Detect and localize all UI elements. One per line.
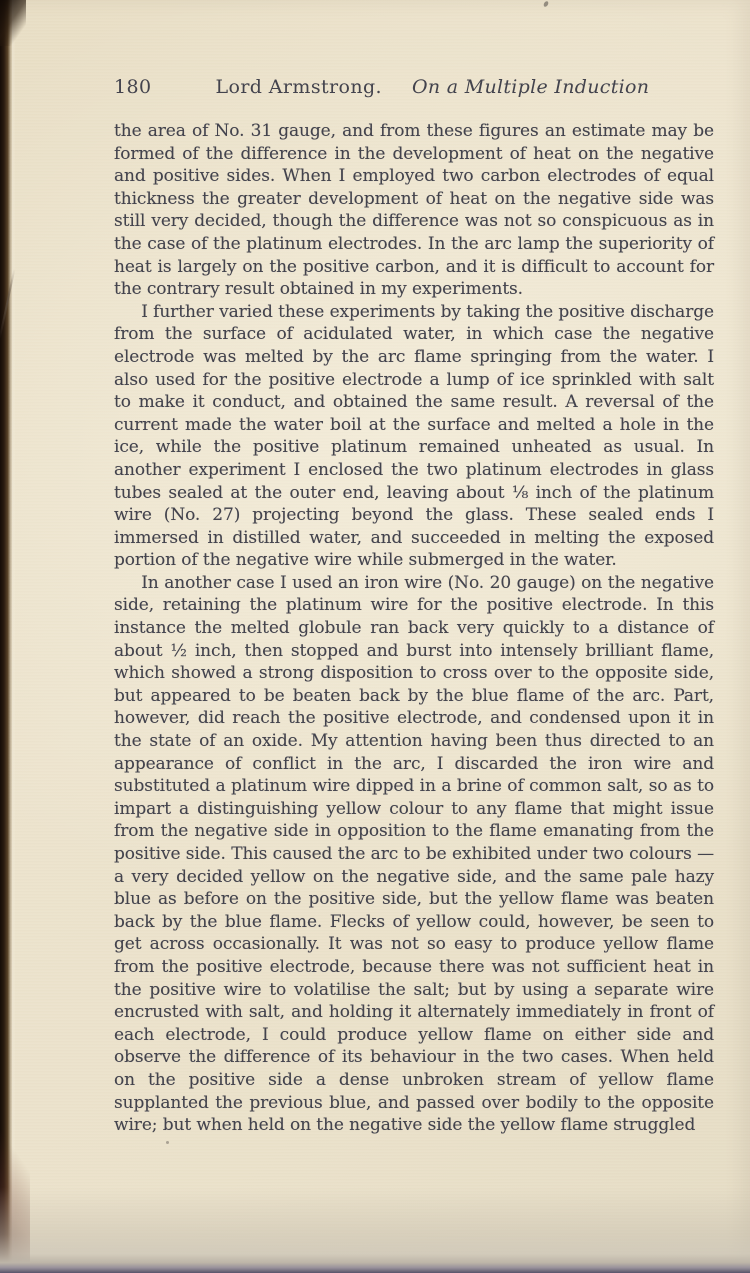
running-head-title: On a Multiple Induction: [411, 76, 650, 98]
ink-speck: [543, 0, 549, 7]
paragraph-experiments-water: I further varied these experiments by taking the positive discharge from the surface of acidulated water, in which case the negative electrode was melted by the arc flame springing from the water. I also used for the positive electrode a lump of ice sprinkled with salt to make it conduct, and obtained the same result. A reversal of the current made the water boil at the surface and melted a hole in the ice, while the positive platinum remained unheated as usual. In another experiment I enclosed the two platinum electrodes in glass tubes sealed at the outer end, leaving about ⅛ inch of the platinum wire (No. 27) projecting beyond the glass. These sealed ends I immersed in distilled water, and succeeded in melting the exposed portion of the negative wire while submerged in the water.: [114, 301, 714, 571]
scanner-bed-strip: [0, 1187, 750, 1273]
page-edge-highlight: [12, 0, 15, 1273]
running-head: [114, 76, 714, 98]
page-content: [114, 76, 714, 1137]
corner-shadow-top-left: [0, 0, 26, 46]
ink-speck-small: [166, 1141, 169, 1144]
paragraph-continuation: the area of No. 31 gauge, and from these figures an estimate may be formed of the difference in the development of heat on the negative and positive sides. When I employed two carbon electrodes of equal thickness the greater development of heat on the negative side was still very decided, though the difference was not so conspicuous as in the case of the platinum electrodes. In the arc lamp the superiority of heat is largely on the positive carbon, and it is difficult to account for the contrary result obtained in my experiments.: [114, 121, 714, 300]
page-number: 180: [114, 76, 152, 98]
running-head-author: Lord Armstrong.: [215, 76, 382, 98]
paragraph-iron-wire: In another case I used an iron wire (No. 20 gauge) on the negative side, retaining the platinum wire for the positive electrode. In this instance the melted globule ran back very quickly to a distance of about ½ inch, then stopped and burst into intensely brilliant flame, which showed a strong disposition to cross over to the opposite side, but appeared to be beaten back by the blue flame of the arc. Part, however, did reach the positive electrode, and condensed upon it in the state of an oxide. My attention having been thus directed to an appearance of conflict in the arc, I discarded the iron wire and substituted a platinum wire dipped in a brine of common salt, so as to impart a distinguishing yellow colour to any flame that might issue from the negative side in opposition to the flame emanating from the positive side. This caused the arc to be exhibited under two colours —a very decided yellow on the negative side, and the same pale hazy blue as before on the positive side, but the yellow flame was beaten back by the blue flame. Flecks of yellow could, however, be seen to get across occasionally. It was not so easy to produce yellow flame from the positive electrode, because there was not sufficient heat in the positive wire to volatilise the salt; but by using a separate wire encrusted with salt, and holding it alternately immediately in front of each electrode, I could produce yellow flame on either side and observe the difference of its behaviour in the two cases. When held on the positive side a dense unbroken stream of yellow flame supplanted the previous blue, and passed over bodily to the opposite wire; but when held on the negative side the yellow flame struggled: [114, 572, 714, 1136]
body-text: [114, 120, 714, 1137]
